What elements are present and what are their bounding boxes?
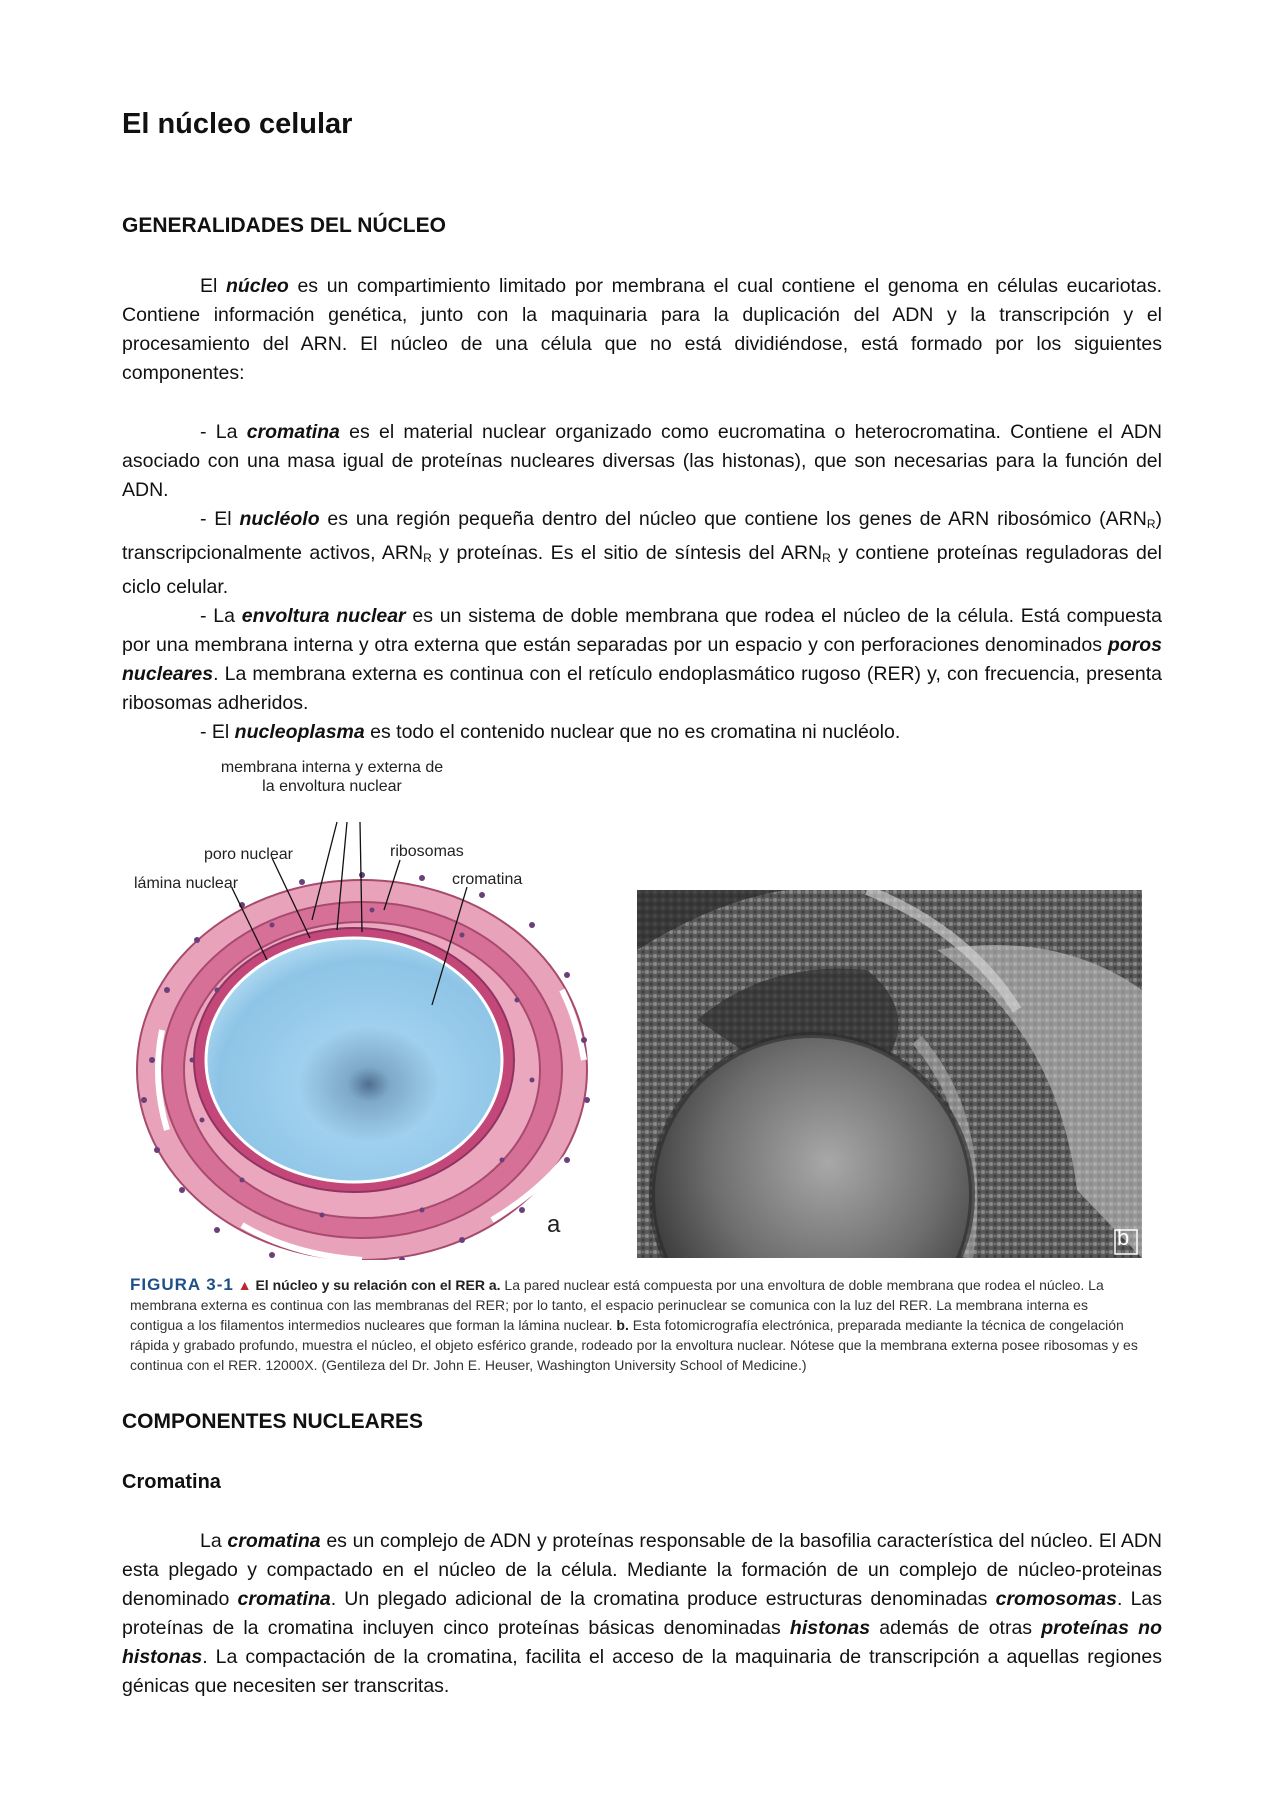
figure-number: FIGURA 3-1 xyxy=(130,1275,234,1294)
electron-micrograph xyxy=(637,890,1142,1258)
label-membrana: membrana interna y externa de la envoltura nuclear xyxy=(220,759,444,795)
list-item-envoltura: - La envoltura nuclear es un sistema de doble membrana que rodea el núcleo de la célula. Está compuesta por una membrana interna y otra externa que están separadas por un espacio y con perforaciones denominados poros nucleares. La membrana externa es continua con el retículo endoplasmático rugoso (RER) y, con frecuencia, presenta ribosomas adheridos. xyxy=(122,605,1162,714)
micrograph-image xyxy=(637,890,1142,1258)
intro-paragraph: El núcleo es un compartimiento limitado por membrana el cual contiene el genoma en células eucariotas. Contiene información genética, junto con la maquinaria para la duplicación del ADN y la transcripción y el procesamiento del ARN. El núcleo de una célula que no está dividiéndose, está formado por los siguientes componentes: xyxy=(122,275,1162,384)
panel-label-b: b xyxy=(1117,1225,1130,1250)
subheading-cromatina: Cromatina xyxy=(122,1471,221,1493)
section-heading-generalidades: GENERALIDADES DEL NÚCLEO xyxy=(122,214,446,237)
list-item-nucleolo: - El nucléolo es una región pequeña dentro del núcleo que contiene los genes de ARN ribosómico $(ARN_R)$ transcripcionalmente activos, $ARN_R$ y proteínas. Es el sitio de síntesis del $ARN_R$ y contiene proteínas reguladoras del ciclo celular. xyxy=(122,508,1162,598)
panel-label-a: a xyxy=(547,1211,561,1238)
nucleus-diagram xyxy=(122,760,602,1260)
label-poro-nuclear: poro nuclear xyxy=(204,846,293,863)
list-item-nucleoplasma: - El nucleoplasma es todo el contenido nuclear que no es cromatina ni nucléolo. xyxy=(200,721,901,743)
label-lamina-nuclear: lámina nuclear xyxy=(134,875,239,892)
term-nucleo: núcleo xyxy=(225,275,289,297)
label-ribosomas: ribosomas xyxy=(390,843,464,860)
triangle-icon: ▲ xyxy=(237,1277,252,1293)
nucleus-illustration xyxy=(122,760,602,1260)
components-list xyxy=(122,418,1162,747)
list-item-cromatina: - La cromatina es el material nuclear organizado como eucromatina o heterocromatina. Contiene el ADN asociado con una masa igual de proteínas nucleares diversas (las histonas), que son necesarias para la función del ADN. xyxy=(122,421,1163,501)
label-cromatina: cromatina xyxy=(452,871,523,888)
page-title: El núcleo celular xyxy=(122,108,353,140)
figure-caption: FIGURA 3-1 ▲ El núcleo y su relación con el RER a. La pared nuclear está compuesta por una envoltura de doble membrana que rodea el núcleo. La membrana externa es continua con las membranas del RER; por lo tanto, el espacio perinuclear se comunica con la luz del RER. La membrana interna es contigua a los filamentos intermedios nucleares que forman la lámina nuclear. b. Esta fotomicrografía electrónica, preparada mediante la técnica de congelación rápida y grabado profundo, muestra el núcleo, el objeto esférico grande, rodeado por la envoltura nuclear. Nótese que la membrana externa posee ribosomas y es continua con el RER. 12000X. (Gentileza del Dr. John E. Heuser, Washington University School of Medicine.) xyxy=(130,1275,1138,1373)
section-heading-componentes: COMPONENTES NUCLEARES xyxy=(122,1410,424,1433)
figure-3-1 xyxy=(122,760,1162,1390)
cromatina-paragraph: La cromatina es un complejo de ADN y proteínas responsable de la basofilia característica del núcleo. El ADN esta plegado y compactado en el núcleo de la célula. Mediante la formación de un complejo de núcleo-proteinas denominado cromatina. Un plegado adicional de la cromatina produce estructuras denominadas cromosomas. Las proteínas de la cromatina incluyen cinco proteínas básicas denominadas histonas además de otras proteínas no histonas. La compactación de la cromatina, facilita el acceso de la maquinaria de transcripción a aquellas regiones génicas que necesiten ser transcritas. xyxy=(122,1530,1163,1697)
